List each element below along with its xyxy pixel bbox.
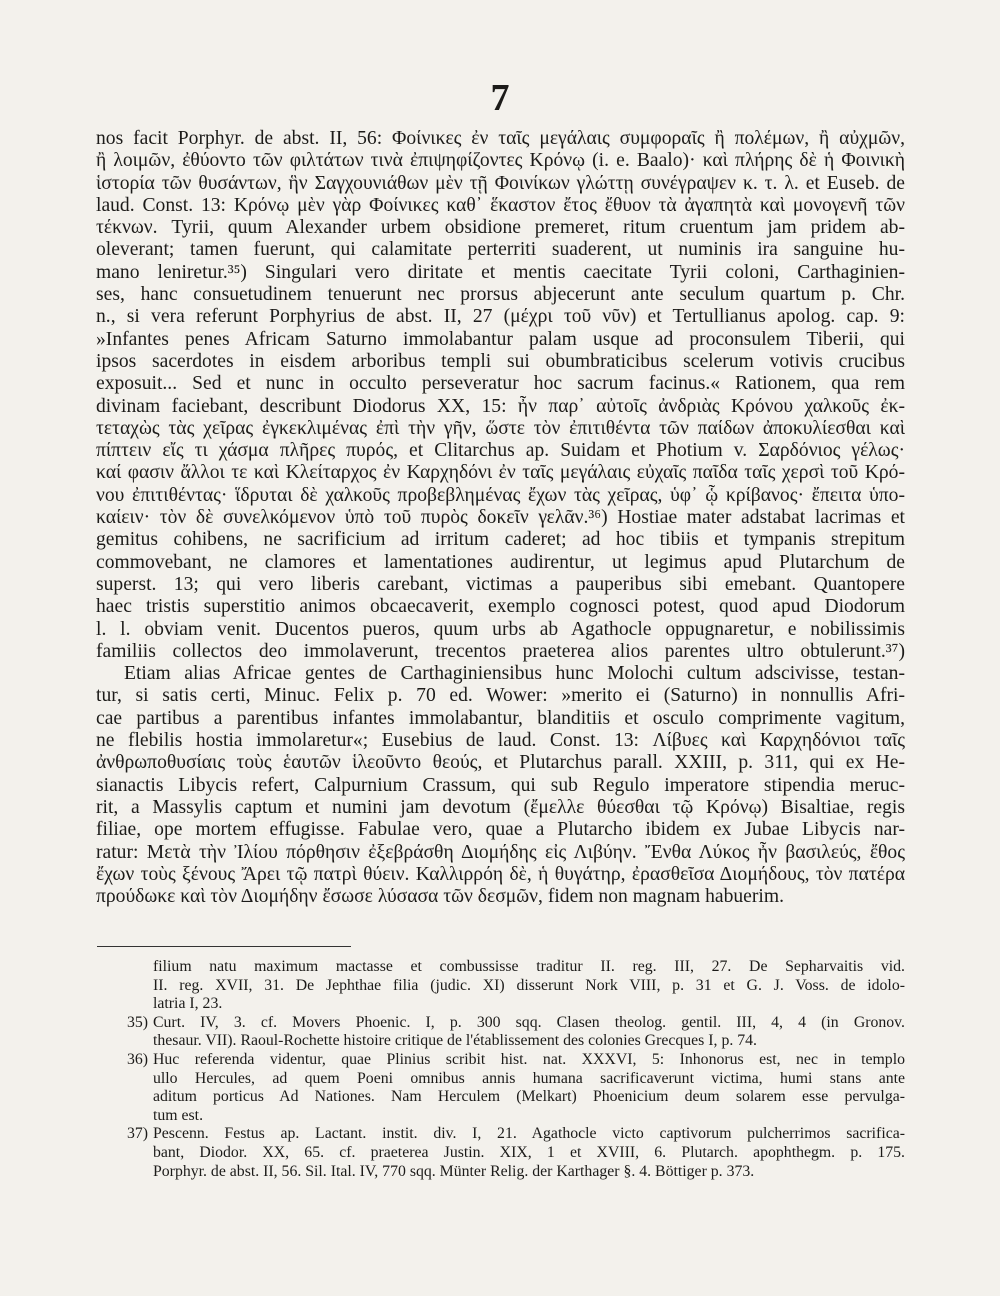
footnote — [96, 1014, 905, 1051]
footnote-line: Huc referenda videntur, quae Plinius scribit hist. nat. XXXVI, 5: Inhonorus est, nec in templo — [153, 1050, 905, 1068]
text-line: nos facit Porphyr. de abst. II, 56: Φοίνικες ἐν ταῖς μεγάλαις συμφοραῖς ἢ πολέμων, ἢ αὐχμῶν, — [96, 128, 905, 149]
footnote-line: Porphyr. de abst. II, 56. Sil. Ital. IV, 770 sqq. Münter Relig. der Karthager §. 4. Böttiger p. 373. — [153, 1162, 755, 1180]
text-line: gemitus cohibens, ne sacrificium ad irritum caderet; ad hoc tibiis et tympanis strepitum — [96, 529, 905, 551]
main-text — [96, 128, 905, 908]
text-line: προύδωκε καὶ τὸν Διομήδην ἔσωσε λύσασα τῶν δεσμῶν, fidem non magnam habuerim. — [96, 886, 784, 908]
text-line: πίπτειν εἴς τι χάσμα πλῆρες πυρός, et Clitarchus ap. Suidam et Photium v. Σαρδόνιος γέλως· — [96, 440, 905, 462]
footnote-line: filium natu maximum mactasse et combussisse traditur II. reg. III, 27. De Sepharvaitis vid. — [153, 958, 905, 975]
text-line: ses, hanc consuetudinem tenuerunt nec prorsus abjecerunt ante seculum quartum p. Chr. — [96, 284, 905, 306]
footnote-number: 37) — [126, 1125, 148, 1143]
footnotes — [96, 958, 905, 1181]
footnote-line: Pescenn. Festus ap. Lactant. instit. div. I, 21. Agathocle victo captivorum pulcherrimos sacrifica- — [153, 1125, 905, 1143]
footnote-number: 35) — [126, 1013, 148, 1031]
text-line: »Infantes penes Africam Saturno immolabantur palam usque ad proconsulem Tiberii, qui — [96, 328, 905, 350]
footnote — [96, 958, 905, 1014]
page-number: 7 — [490, 77, 510, 119]
text-line: ἔχων τοὺς ξένους Ἄρει τῷ πατρὶ θύειν. Καλλιρρόη δὲ, ἡ θυγάτηρ, ἐρασθεῖσα Διομήδους, τὸν πατέρα — [96, 863, 905, 885]
text-line: τέκνων. Tyrii, quum Alexander urbem obsidione premeret, ritum cruentum jam pridem ab- — [96, 217, 905, 239]
footnote-line: Curt. IV, 3. cf. Movers Phoenic. I, p. 300 sqq. Clasen theolog. gentil. III, 4, 4 (in Gronov. — [153, 1013, 905, 1031]
text-line: νου ἐπιτιθέντας· ἵδρυται δὲ χαλκοῦς προβεβλημένας ἔχων τὰς χεῖρας, ὑφ᾽ ᾧ κρίβανος· ἔπειτα ὑπο- — [96, 484, 905, 506]
text-line: commovebant, ne clamores et lamentationes audirentur, ut legimus apud Plutarchum de — [96, 551, 905, 573]
text-line: l. l. obviam venit. Ducentos pueros, quum urbs ab Agathocle oppugnaretur, e nobilissimis — [96, 618, 905, 640]
text-line: tur, si satis certi, Minuc. Felix p. 70 ed. Wower: »merito ei (Saturno) in nonnullis Afri- — [96, 685, 905, 707]
footnote-line: aditum porticus Ad Nationes. Nam Herculem (Melkart) Phoenicium deum solarem esse pervulga- — [153, 1088, 905, 1106]
footnote-line: latria I, 23. — [153, 995, 223, 1013]
footnote-line: ullo Hercules, ad quem Poeni omnibus annis humana sacrificaverunt victima, humi stans ante — [153, 1069, 905, 1087]
footnote — [96, 1125, 905, 1181]
text-line: divinam faciebant, describunt Diodorus XX, 15: ἦν παρ᾽ αὐτοῖς ἀνδριὰς Κρόνου χαλκοῦς ἐκ- — [96, 395, 905, 417]
text-line: exposuit... Sed et nunc in occulto perseveratur hoc sacrum facinus.« Rationem, qua rem — [96, 373, 905, 395]
text-line: ipsos sacerdotes in eisdem arboribus templi sui obumbraticibus scelerum votivis crucibus — [96, 350, 905, 372]
text-line: ἱστορία τῶν θυσάντων, ἣν Σαγχουνιάθων μὲν τῇ Φοινίκων γλώττῃ συνέγραψεν κ. τ. λ. et Euseb. de — [96, 172, 905, 194]
text-line: καίειν· τὸν δὲ συνελκόμενον ὑπὸ τοῦ πυρὸς δοκεῖν γελᾶν.³⁶) Hostiae mater adstabat lacrimas et — [96, 507, 905, 529]
text-line: superst. 13; qui vero liberis carebant, victimas a pauperibus sibi emebant. Quantopere — [96, 573, 905, 595]
footnote-line: tum est. — [153, 1106, 204, 1124]
text-line: sianactis Libycis refert, Calpurnium Crassum, qui sub Regulo imperatore stipendia meruc- — [96, 774, 905, 796]
text-line: ἢ λοιμῶν, ἐθύοντο τῶν φιλτάτων τινὰ ἐπιψηφίζοντες Κρόνῳ (i. e. Baalo)· καὶ πλήρης δὲ ἡ Φοινικὴ — [96, 150, 905, 172]
footnote-line: bant, Diodor. XX, 65. cf. praeterea Justin. XIX, 1 et XVIII, 6. Plutarch. apophthegm. p. 175. — [153, 1143, 905, 1161]
text-line: Etiam alias Africae gentes de Carthaginiensibus hunc Molochi cultum adscivisse, testan- — [124, 663, 905, 685]
text-line: ἀνθρωποθυσίαις τοὺς ἑαυτῶν ἱλεοῦντο θεούς, et Plutarchus parall. XXIII, p. 311, qui ex He- — [96, 752, 905, 774]
text-line: ne flebilis hostia immolaretur«; Eusebius de laud. Const. 13: Λίβυες καὶ Καρχηδόνιοι ταῖς — [96, 730, 905, 752]
text-line: filiae, ope mortem effugisse. Fabulae vero, quae a Plutarcho ibidem ex Jubae Libycis nar- — [96, 819, 905, 841]
text-line: haec tristis superstitio animos obcaecaverit, exemplo cognosci potest, quod apud Diodorum — [96, 596, 905, 618]
footnote — [96, 1051, 905, 1125]
text-line: laud. Const. 13: Κρόνῳ μὲν γὰρ Φοίνικες καθ᾽ ἕκαστον ἔτος ἔθυον τὰ ἀγαπητὰ καὶ μονογενῆ τῶν — [96, 194, 905, 216]
text-line: oleverant; tamen fuerunt, qui calamitate perterriti suaderent, ut numinis ira sanguine hu- — [96, 239, 905, 261]
footnote-line: II. reg. XVII, 31. De Jephthae filia (judic. XI) disserunt Nork VIII, p. 31 et G. J. Voss. de idolo- — [153, 976, 905, 994]
text-line: καί φασιν ἄλλοι τε καὶ Κλείταρχος ἐν Καρχηδόνι ἐν ταῖς μεγάλαις εὐχαῖς παῖδα ταῖς χερσὶ τοῦ Κρό- — [96, 462, 905, 484]
text-line: mano leniretur.³⁵) Singulari vero diritate et mentis caecitate Tyrii coloni, Carthaginien- — [96, 261, 905, 283]
text-line: familiis collectos deo immolaverunt, trecentos praeterea alios parentes ultro obtulerunt.³⁷) — [96, 640, 905, 662]
text-line: ratur: Μετὰ τὴν Ἰλίου πόρθησιν ἐξεβράσθη Διομήδης εἰς Λιβύην. Ἔνθα Λύκος ἦν βασιλεύς, ἔθος — [96, 841, 905, 863]
text-line: n., si vera referunt Porphyrius de abst. II, 27 (μέχρι τοῦ νῦν) et Tertullianus apolog. cap. 9: — [96, 306, 905, 328]
footnote-rule — [97, 946, 351, 947]
footnote-number: 36) — [126, 1050, 148, 1068]
text-line: rit, a Massylis captum et numini jam devotum (ἔμελλε θύεσθαι τῷ Κρόνῳ) Bisaltiae, regis — [96, 796, 905, 818]
footnote-line: thesaur. VII). Raoul-Rochette histoire critique de l'établissement des colonies Grecques I, p. 74. — [153, 1032, 757, 1050]
text-line: τεταχὼς τὰς χεῖρας ἐγκεκλιμένας ἐπὶ τὴν γῆν, ὥστε τὸν ἐπιτιθέντα τῶν παίδων ἀποκυλίεσθαι καὶ — [96, 417, 905, 439]
text-line: cae partibus a parentibus infantes immolabantur, blanditiis et osculo comprimente vagitum, — [96, 707, 905, 729]
